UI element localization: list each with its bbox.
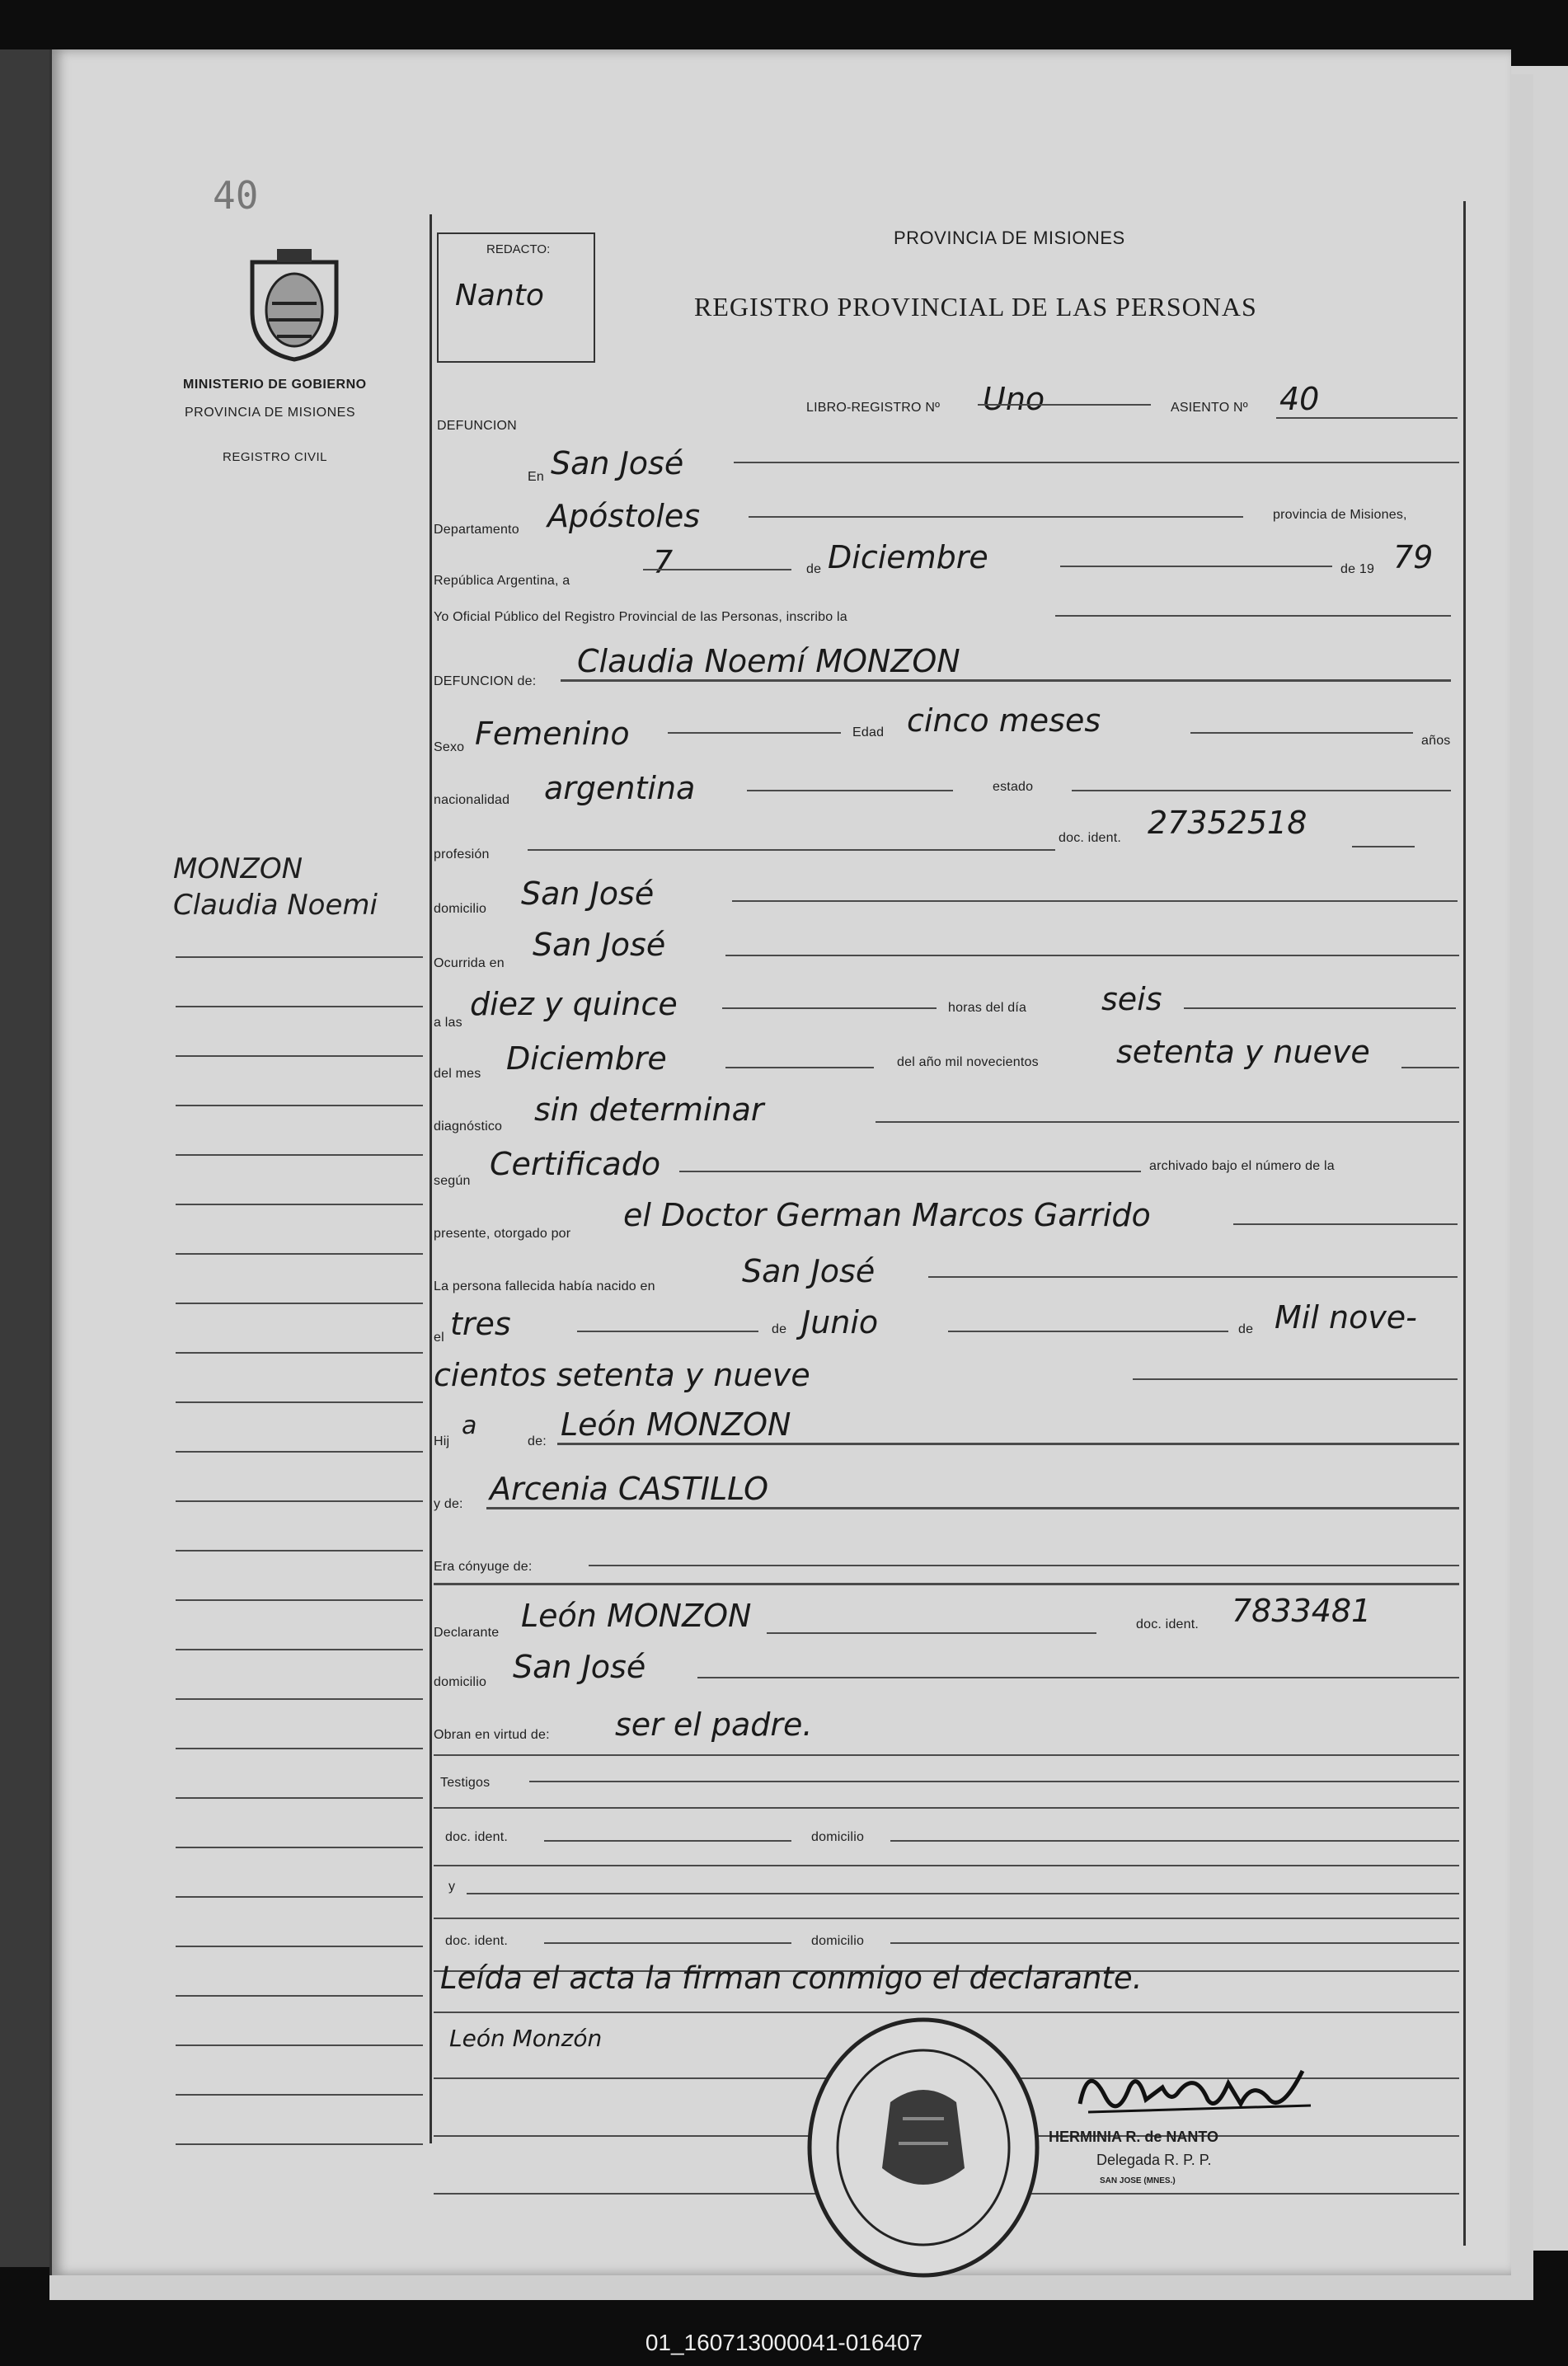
t1-dom-label: domicilio [811, 1830, 865, 1844]
padre-value: León MONZON [561, 1406, 791, 1443]
mes-label: del mes [434, 1067, 481, 1081]
hora-label: a las [434, 1016, 462, 1030]
birth-year-value-1: Mil nove- [1275, 1299, 1417, 1336]
margin-deceased-name [173, 851, 378, 923]
margin-given-name: Claudia Noemi [173, 889, 378, 922]
libro-line [978, 404, 1151, 406]
redacto-label: REDACTO: [486, 242, 551, 256]
madre-label: y de: [434, 1497, 463, 1511]
obran-line [434, 1754, 1459, 1756]
decl-domicilio-label: domicilio [434, 1675, 487, 1689]
doc-ident-value: 27352518 [1148, 805, 1307, 841]
margin-surname: MONZON [173, 852, 303, 885]
profesion-line [528, 849, 1055, 851]
decl-domicilio-line [697, 1677, 1459, 1678]
archivado-label: archivado bajo el número de la [1149, 1159, 1335, 1173]
segun-label: según [434, 1174, 471, 1188]
declarante-doc-value: 7833481 [1232, 1593, 1372, 1629]
presente-value: el Doctor German Marcos Garrido [623, 1197, 1151, 1233]
image-identifier: 01_160713000041-016407 [645, 2330, 923, 2355]
t1-doc-label: doc. ident. [445, 1830, 509, 1844]
estado-label: estado [993, 780, 1034, 794]
hij-suffix: a [462, 1411, 477, 1440]
provincia-suffix: provincia de Misiones, [1273, 508, 1407, 522]
ocurrida-line [725, 955, 1459, 956]
page-number: 40 [213, 173, 259, 218]
asiento-line [1276, 417, 1458, 419]
domicilio-label: domicilio [434, 902, 487, 916]
doc-ident-line [1352, 846, 1415, 847]
ocurrida-value: San José [533, 927, 666, 963]
ministry-civil-registry: REGISTRO CIVIL [223, 450, 328, 464]
ministry-title: MINISTERIO DE GOBIERNO [183, 378, 367, 392]
nacida-value: San José [742, 1253, 876, 1289]
y-label: y [448, 1880, 456, 1894]
closing-text: Leída el acta la firman conmigo el declarante. [440, 1960, 1143, 1996]
anio-label: del año mil novecientos [897, 1055, 1039, 1069]
edad-line [1190, 732, 1413, 734]
el-label: el [434, 1331, 444, 1345]
asiento-value: 40 [1279, 381, 1320, 417]
birth-day-value: tres [450, 1306, 511, 1342]
official-role: Delegada R. P. P. [1096, 2152, 1212, 2168]
sexo-line [668, 732, 841, 734]
nacida-label: La persona fallecida había nacido en [434, 1279, 655, 1293]
t2-doc-label: doc. ident. [445, 1934, 509, 1948]
birth-month-value: Junio [801, 1304, 879, 1340]
en-line [734, 462, 1459, 463]
presente-line [1233, 1223, 1458, 1225]
libro-value: Uno [983, 381, 1045, 417]
testigos-label: Testigos [440, 1776, 491, 1790]
madre-value: Arcenia CASTILLO [490, 1471, 769, 1507]
estado-line [1072, 790, 1451, 791]
t2-doc-line [544, 1942, 791, 1944]
diagnostico-label: diagnóstico [434, 1120, 503, 1134]
testigos-line [529, 1781, 1459, 1782]
decl-domicilio-value: San José [513, 1649, 646, 1685]
official-stamp-seal [800, 2012, 1047, 2284]
coat-of-arms-icon [244, 246, 345, 363]
official-name: HERMINIA R. de NANTO [1049, 2129, 1219, 2145]
departamento-label: Departamento [434, 523, 519, 537]
official-place: SAN JOSE (MNES.) [1100, 2176, 1176, 2185]
profesion-label: profesión [434, 847, 490, 861]
nacida-line [928, 1276, 1458, 1278]
ministry-province: PROVINCIA DE MISIONES [185, 406, 355, 420]
padre-label: de: [528, 1434, 547, 1448]
form-left-border [430, 214, 432, 2143]
birth-de1-label: de [772, 1322, 787, 1336]
dia-value: seis [1101, 981, 1162, 1017]
edad-label: Edad [852, 725, 885, 739]
month-value: Diciembre [828, 539, 988, 575]
mes-line [725, 1067, 874, 1068]
nacionalidad-label: nacionalidad [434, 793, 510, 807]
domicilio-line [732, 900, 1458, 902]
dia-line [1184, 1007, 1456, 1009]
conyuge-label: Era cónyuge de: [434, 1560, 533, 1574]
year-prefix: de 19 [1340, 562, 1375, 576]
official-line [1055, 615, 1451, 617]
birth-day-line [577, 1331, 758, 1332]
birth-month-line [948, 1331, 1228, 1332]
redacto-initials: Nanto [455, 279, 544, 312]
anio-line [1401, 1067, 1459, 1068]
t2-dom-line [890, 1942, 1459, 1944]
anio-value: setenta y nueve [1116, 1034, 1370, 1070]
day-value: 7 [653, 544, 674, 580]
conyuge-line-2 [434, 1583, 1459, 1585]
conyuge-line [589, 1565, 1459, 1566]
birth-year-value-2: cientos setenta y nueve [434, 1357, 810, 1393]
sexo-value: Femenino [475, 716, 630, 752]
en-label: En [528, 470, 544, 484]
defuncion-line [561, 679, 1451, 682]
libro-label: LIBRO-REGISTRO Nº [806, 401, 941, 415]
hora-value: diez y quince [470, 986, 678, 1022]
t1-dom-line [890, 1840, 1459, 1842]
year-value: 79 [1393, 539, 1434, 575]
sexo-label: Sexo [434, 740, 465, 754]
hij-label: Hij [434, 1434, 450, 1448]
segun-line [679, 1171, 1141, 1172]
diagnostico-line [876, 1121, 1459, 1123]
padre-line [557, 1443, 1459, 1445]
horas-dia-label: horas del día [948, 1001, 1027, 1015]
ocurrida-label: Ocurrida en [434, 956, 505, 970]
header-title: REGISTRO PROVINCIAL DE LAS PERSONAS [694, 292, 1257, 322]
doc-ident-label: doc. ident. [1059, 831, 1122, 845]
diagnostico-value: sin determinar [534, 1091, 764, 1128]
redacto-box [437, 232, 595, 363]
official-text: Yo Oficial Público del Registro Provincial de las Personas, inscribo la [434, 610, 847, 624]
departamento-line [749, 516, 1243, 518]
republica-label: República Argentina, a [434, 574, 570, 588]
nacionalidad-value: argentina [544, 770, 696, 806]
day-line [643, 569, 791, 570]
declarante-value: León MONZON [521, 1598, 752, 1634]
y-line-2 [434, 1918, 1459, 1919]
anos-label: años [1421, 734, 1451, 748]
declarant-signature: León Monzón [449, 2025, 603, 2052]
obran-label: Obran en virtud de: [434, 1728, 550, 1742]
header-province: PROVINCIA DE MISIONES [894, 228, 1125, 248]
form-right-border [1463, 201, 1466, 2246]
mes-value: Diciembre [506, 1040, 667, 1077]
asiento-label: ASIENTO Nº [1171, 401, 1248, 415]
y-line [467, 1893, 1459, 1894]
hora-line [722, 1007, 937, 1009]
official-signature [1072, 2054, 1319, 2129]
birth-de2-label: de [1238, 1322, 1254, 1336]
presente-label: presente, otorgado por [434, 1227, 571, 1241]
record-type-label: DEFUNCION [437, 419, 517, 433]
edad-value: cinco meses [907, 702, 1101, 739]
defuncion-value: Claudia Noemí MONZON [577, 643, 960, 679]
domicilio-value: San José [521, 876, 655, 912]
departamento-value: Apóstoles [547, 498, 701, 534]
obran-value: ser el padre. [615, 1706, 813, 1743]
testigos-line-2 [434, 1807, 1459, 1809]
defuncion-label: DEFUNCION de: [434, 674, 537, 688]
declarante-line [767, 1632, 1096, 1634]
t1-line-2 [434, 1865, 1459, 1866]
month-line [1060, 566, 1332, 567]
t2-dom-label: domicilio [811, 1934, 865, 1948]
declarante-doc-label: doc. ident. [1136, 1617, 1199, 1631]
en-value: San José [551, 445, 684, 481]
nacionalidad-line [747, 790, 953, 791]
madre-line [486, 1507, 1459, 1509]
month-de-label: de [806, 562, 822, 576]
declarante-label: Declarante [434, 1626, 500, 1640]
segun-value: Certificado [490, 1146, 661, 1182]
birth-year-line [1133, 1378, 1458, 1380]
t1-doc-line [544, 1840, 791, 1842]
